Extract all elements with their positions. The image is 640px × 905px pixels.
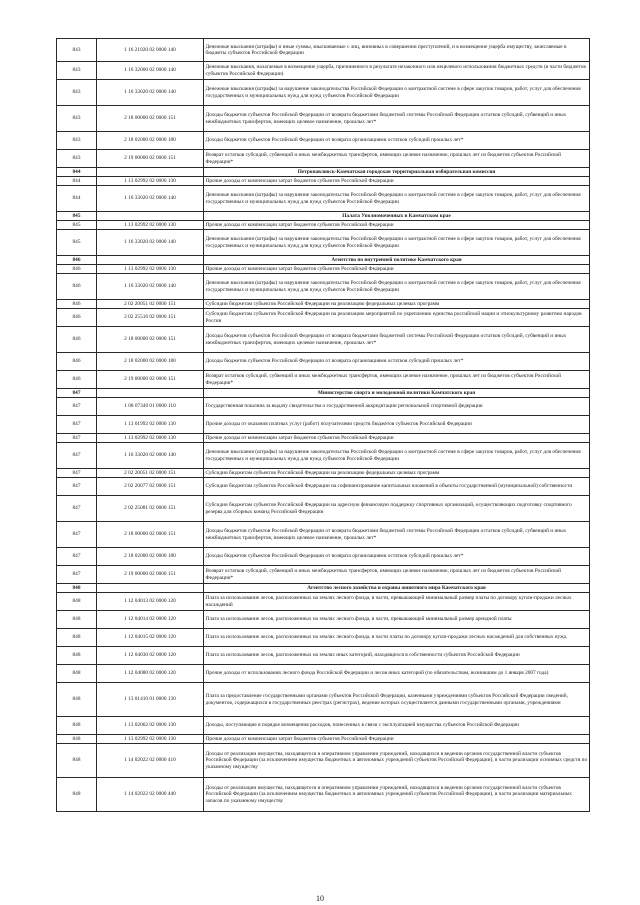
table-row (57, 443, 590, 469)
revenue-codes-table (56, 38, 590, 812)
admin-code-cell: 843 (57, 106, 97, 132)
description-cell: Доходы бюджетов субъектов Российской Федерации от возврата бюджетами бюджетной системы Российской Федерации остатков субсидий, субвенций и иных межбюджетных трансфертов, имеющих целевое назначение, прошлых лет* (204, 327, 590, 353)
table-row (57, 548, 590, 566)
revenue-code-cell: 1 16 33020 02 0000 140 (97, 186, 204, 212)
page-number: 10 (316, 894, 324, 903)
description-cell: Доходы бюджетов субъектов Российской Федерации от возврата организациями остатков субсидий прошлых лет* (204, 353, 590, 371)
section-header-row (57, 584, 590, 593)
admin-code-cell: 848 (57, 647, 97, 665)
admin-code-cell: 848 (57, 735, 97, 744)
description-cell: Возврат остатков субсидий, субвенций и иных межбюджетных трансфертов, имеющих целевое назначение, прошлых лет из бюджетов субъектов Российской Федерации* (204, 150, 590, 168)
description-cell: Доходы от реализации имущества, находящегося в оперативном управлении учреждений, находящихся в ведении органов государственной власти субъектов Российской Федерации (за исключением имущества бюджетных и автономных учреждений субъектов Российской Федерации), в части реализации основных средств по указанному имуществу (204, 744, 590, 778)
section-header-row (57, 168, 590, 177)
revenue-code-cell: 2 19 00000 02 0000 151 (97, 150, 204, 168)
admin-code-cell: 848 (57, 629, 97, 647)
revenue-code-cell: 2 19 00000 02 0000 151 (97, 371, 204, 389)
table-row (57, 150, 590, 168)
revenue-code-cell: 1 14 02022 02 0000 410 (97, 744, 204, 778)
revenue-code-cell: 2 02 20051 02 0000 151 (97, 469, 204, 478)
revenue-code-cell: 2 19 00000 02 0000 151 (97, 566, 204, 584)
revenue-code-cell: 2 18 02000 02 0000 180 (97, 548, 204, 566)
table-row (57, 566, 590, 584)
section-header-row (57, 256, 590, 265)
revenue-code-cell: 1 13 02992 02 0000 130 (97, 735, 204, 744)
revenue-code-cell: 1 16 33020 02 0000 140 (97, 274, 204, 300)
description-cell: Денежные взыскания (штрафы) за нарушение законодательства Российской Федерации о контрактной системе в сфере закупок товаров, работ, услуг для обеспечения государственных и муниципальных нужд для нужд субъектов Российской Федерации (204, 80, 590, 106)
table-row (57, 274, 590, 300)
table-row (57, 309, 590, 327)
table-row (57, 230, 590, 256)
description-cell: Денежные взыскания (штрафы) за нарушение законодательства Российской Федерации о контрактной системе в сфере закупок товаров, работ, услуг для обеспечения государственных и муниципальных нужд для нужд субъектов Российской Федерации (204, 230, 590, 256)
revenue-code-cell: 2 18 00000 02 0000 151 (97, 106, 204, 132)
description-cell: Прочие доходы от использования лесного фонда Российской Федерации и лесов иных категорий (по обязательствам, возникшим до 1 января 2007 года) (204, 665, 590, 683)
section-title-cell: Министерство спорта и молодежной политики Камчатского края (204, 389, 590, 398)
table-row (57, 300, 590, 309)
table-row (57, 132, 590, 150)
admin-code-cell: 846 (57, 300, 97, 309)
table-row (57, 221, 590, 230)
revenue-code-cell: 1 12 04014 02 0000 120 (97, 611, 204, 629)
table-row (57, 593, 590, 611)
admin-code-cell: 843 (57, 62, 97, 80)
table-row (57, 398, 590, 416)
table-row (57, 665, 590, 683)
description-cell: Прочие доходы от компенсации затрат бюджетов субъектов Российской Федерации (204, 265, 590, 274)
table-row (57, 186, 590, 212)
admin-code-cell: 848 (57, 611, 97, 629)
admin-code-cell: 847 (57, 389, 97, 398)
revenue-code-cell: 1 16 33020 02 0000 140 (97, 80, 204, 106)
description-cell: Доходы, поступающие в порядке возмещения расходов, понесенных в связи с эксплуатацией имущества субъектов Российской Федерации (204, 717, 590, 735)
table-row (57, 717, 590, 735)
description-cell: Субсидии бюджетам субъектов Российской Федерации на реализацию федеральных целевых программ (204, 469, 590, 478)
table-row (57, 744, 590, 778)
admin-code-cell: 847 (57, 416, 97, 434)
admin-code-cell: 846 (57, 309, 97, 327)
admin-code-cell: 847 (57, 522, 97, 548)
revenue-code-cell: 2 18 00000 02 0000 151 (97, 327, 204, 353)
revenue-code-cell: 2 18 00000 02 0000 151 (97, 522, 204, 548)
description-cell: Субсидии бюджетам субъектов Российской Федерации на реализацию мероприятий по укреплению единства российской нации и этнокультурному развитию народов России (204, 309, 590, 327)
revenue-code-cell: 1 16 21020 02 0000 140 (97, 39, 204, 62)
revenue-code-cell: 2 02 20051 02 0000 151 (97, 300, 204, 309)
revenue-code-cell: 1 13 02062 02 0000 130 (97, 717, 204, 735)
description-cell: Возврат остатков субсидий, субвенций и иных межбюджетных трансфертов, имеющих целевое назначение, прошлых лет из бюджетов субъектов Российской Федерации* (204, 566, 590, 584)
description-cell: Плата за использование лесов, расположенных на землях лесного фонда, в части, превышающей минимальный размер платы по договору купли-продажи лесных насаждений (204, 593, 590, 611)
admin-code-cell: 844 (57, 168, 97, 177)
description-cell: Доходы бюджетов субъектов Российской Федерации от возврата бюджетами бюджетной системы Российской Федерации остатков субсидий, субвенций и иных межбюджетных трансфертов, имеющих целевое назначение, прошлых лет* (204, 106, 590, 132)
admin-code-cell: 844 (57, 177, 97, 186)
revenue-code-cell: 2 18 02000 02 0000 180 (97, 353, 204, 371)
table-row (57, 327, 590, 353)
description-cell: Денежные взыскания (штрафы) за нарушение законодательства Российской Федерации о контрактной системе в сфере закупок товаров, работ, услуг для обеспечения государственных и муниципальных нужд для нужд субъектов Российской Федерации (204, 443, 590, 469)
table-row (57, 39, 590, 62)
table-row (57, 265, 590, 274)
revenue-code-cell: 1 13 01992 02 0000 130 (97, 416, 204, 434)
revenue-code-cell: 2 02 25081 02 0000 151 (97, 496, 204, 522)
description-cell: Прочие доходы от компенсации затрат бюджетов субъектов Российской Федерации (204, 434, 590, 443)
revenue-code-cell: 1 14 02022 02 0000 440 (97, 778, 204, 812)
revenue-code-cell: 1 12 04013 02 0000 120 (97, 593, 204, 611)
table-row (57, 62, 590, 80)
section-title-cell: Агентство по внутренней политике Камчатского края (204, 256, 590, 265)
revenue-code-cell: 1 16 33020 02 0000 140 (97, 443, 204, 469)
table-row (57, 478, 590, 496)
admin-code-cell: 848 (57, 665, 97, 683)
description-cell: Доходы бюджетов субъектов Российской Федерации от возврата организациями остатков субсидий прошлых лет* (204, 132, 590, 150)
revenue-code-cell: 1 12 04015 02 0000 120 (97, 629, 204, 647)
description-cell: Государственная пошлина за выдачу свидетельства о государственной аккредитации региональной спортивной федерации (204, 398, 590, 416)
table-row (57, 80, 590, 106)
description-cell: Денежные взыскания (штрафы) за нарушение законодательства Российской Федерации о контрактной системе в сфере закупок товаров, работ, услуг для обеспечения государственных и муниципальных нужд для нужд субъектов Российской Федерации (204, 274, 590, 300)
table-body (57, 39, 590, 812)
admin-code-cell: 846 (57, 274, 97, 300)
revenue-code-cell: 2 02 20077 02 0000 151 (97, 478, 204, 496)
admin-code-cell: 847 (57, 434, 97, 443)
admin-code-cell: 846 (57, 265, 97, 274)
admin-code-cell: 846 (57, 371, 97, 389)
revenue-code-cell: 1 08 07340 01 0000 110 (97, 398, 204, 416)
description-cell: Плата за предоставление государственными органами субъектов Российской Федерации, казенными учреждениями субъектов Российской Федерации сведений, документов, содержащихся в государственных реестрах (регистрах), ведение которых осуществляется данными государственными органами, учреждениями (204, 683, 590, 717)
admin-code-cell: 843 (57, 150, 97, 168)
document-table-container (56, 38, 590, 812)
table-row (57, 522, 590, 548)
admin-code-cell: 843 (57, 80, 97, 106)
description-cell: Доходы бюджетов субъектов Российской Федерации от возврата бюджетами бюджетной системы Российской Федерации остатков субсидий, субвенций и иных межбюджетных трансфертов, имеющих целевое назначение, прошлых лет* (204, 522, 590, 548)
admin-code-cell: 844 (57, 186, 97, 212)
revenue-code-cell: 1 16 32000 02 0000 140 (97, 62, 204, 80)
revenue-code-cell (97, 256, 204, 265)
revenue-code-cell: 1 13 02992 02 0000 130 (97, 177, 204, 186)
admin-code-cell: 848 (57, 683, 97, 717)
admin-code-cell: 848 (57, 593, 97, 611)
table-row (57, 629, 590, 647)
section-title-cell: Агентство лесного хозяйства и охраны животного мира Камчатского края (204, 584, 590, 593)
admin-code-cell: 846 (57, 327, 97, 353)
table-row (57, 611, 590, 629)
revenue-code-cell: 2 02 25516 02 0000 151 (97, 309, 204, 327)
section-header-row (57, 389, 590, 398)
table-row (57, 735, 590, 744)
description-cell: Прочие доходы от компенсации затрат бюджетов субъектов Российской Федерации (204, 177, 590, 186)
revenue-code-cell: 2 18 02000 02 0000 180 (97, 132, 204, 150)
table-row (57, 434, 590, 443)
revenue-code-cell: 1 13 02992 02 0000 130 (97, 221, 204, 230)
table-row (57, 371, 590, 389)
revenue-code-cell (97, 212, 204, 221)
table-row (57, 647, 590, 665)
admin-code-cell: 845 (57, 212, 97, 221)
admin-code-cell: 843 (57, 132, 97, 150)
table-row (57, 416, 590, 434)
revenue-code-cell: 1 13 01410 01 0000 130 (97, 683, 204, 717)
section-title-cell: Палата Уполномоченных в Камчатском крае (204, 212, 590, 221)
revenue-code-cell: 1 12 04030 02 0000 120 (97, 647, 204, 665)
admin-code-cell: 845 (57, 221, 97, 230)
admin-code-cell: 843 (57, 39, 97, 62)
admin-code-cell: 847 (57, 478, 97, 496)
table-row (57, 177, 590, 186)
description-cell: Денежные взыскания (штрафы) и иные суммы, взыскиваемые с лиц, виновных в совершении преступлений, и в возмещение ущерба имуществу, зачисляемые в бюджеты субъектов Российской Федерации (204, 39, 590, 62)
revenue-code-cell: 1 12 04080 02 0000 120 (97, 665, 204, 683)
description-cell: Возврат остатков субсидий, субвенций и иных межбюджетных трансфертов, имеющих целевое назначение, прошлых лет из бюджетов субъектов Российской Федерации* (204, 371, 590, 389)
admin-code-cell: 848 (57, 717, 97, 735)
table-row (57, 353, 590, 371)
description-cell: Плата за использование лесов, расположенных на землях лесного фонда, в части, превышающей минимальный размер арендной платы (204, 611, 590, 629)
admin-code-cell: 848 (57, 778, 97, 812)
admin-code-cell: 847 (57, 398, 97, 416)
revenue-code-cell: 1 16 33020 02 0000 140 (97, 230, 204, 256)
revenue-code-cell: 1 13 02992 02 0000 130 (97, 265, 204, 274)
description-cell: Плата за использование лесов, расположенных на землях иных категорий, находящихся в собственности субъектов Российской Федерации (204, 647, 590, 665)
description-cell: Субсидии бюджетам субъектов Российской Федерации на адресную финансовую поддержку спортивных организаций, осуществляющих подготовку спортивного резерва для сборных команд Российской Федерации (204, 496, 590, 522)
description-cell: Доходы от реализации имущества, находящегося в оперативном управлении учреждений, находящихся в ведении органов государственной власти субъектов Российской Федерации (за исключением имущества бюджетных и автономных учреждений субъектов Российской Федерации), в части реализации материальных запасов по указанному имуществу (204, 778, 590, 812)
admin-code-cell: 847 (57, 548, 97, 566)
admin-code-cell: 847 (57, 469, 97, 478)
description-cell: Субсидии бюджетам субъектов Российской Федерации на реализацию федеральных целевых программ (204, 300, 590, 309)
description-cell: Плата за использование лесов, расположенных на землях лесного фонда, в части платы по договору купли-продажи лесных насаждений для собственных нужд (204, 629, 590, 647)
admin-code-cell: 846 (57, 353, 97, 371)
admin-code-cell: 847 (57, 566, 97, 584)
revenue-code-cell (97, 389, 204, 398)
description-cell: Денежные взыскания, налагаемые в возмещение ущерба, причиненного в результате незаконного или нецелевого использования бюджетных средств (в части бюджетов субъектов Российской Федерации) (204, 62, 590, 80)
description-cell: Денежные взыскания (штрафы) за нарушение законодательства Российской Федерации о контрактной системе в сфере закупок товаров, работ, услуг для обеспечения государственных и муниципальных нужд для нужд субъектов Российской Федерации (204, 186, 590, 212)
description-cell: Прочие доходы от компенсации затрат бюджетов субъектов Российской Федерации (204, 735, 590, 744)
admin-code-cell: 845 (57, 230, 97, 256)
revenue-code-cell (97, 168, 204, 177)
revenue-code-cell: 1 13 02992 02 0000 130 (97, 434, 204, 443)
table-row (57, 469, 590, 478)
admin-code-cell: 846 (57, 256, 97, 265)
table-row (57, 778, 590, 812)
description-cell: Доходы бюджетов субъектов Российской Федерации от возврата организациями остатков субсидий прошлых лет* (204, 548, 590, 566)
table-row (57, 496, 590, 522)
table-row (57, 683, 590, 717)
admin-code-cell: 848 (57, 584, 97, 593)
description-cell: Прочие доходы от оказания платных услуг (работ) получателями средств бюджетов субъектов Российской Федерации (204, 416, 590, 434)
section-title-cell: Петропавловск-Камчатская городская территориальная избирательная комиссия (204, 168, 590, 177)
revenue-code-cell (97, 584, 204, 593)
admin-code-cell: 848 (57, 744, 97, 778)
description-cell: Прочие доходы от компенсации затрат бюджетов субъектов Российской Федерации (204, 221, 590, 230)
section-header-row (57, 212, 590, 221)
table-row (57, 106, 590, 132)
description-cell: Субсидии бюджетам субъектов Российской Федерации на софинансирование капитальных вложений в объекты государственной (муниципальной) собственности (204, 478, 590, 496)
admin-code-cell: 847 (57, 496, 97, 522)
admin-code-cell: 847 (57, 443, 97, 469)
